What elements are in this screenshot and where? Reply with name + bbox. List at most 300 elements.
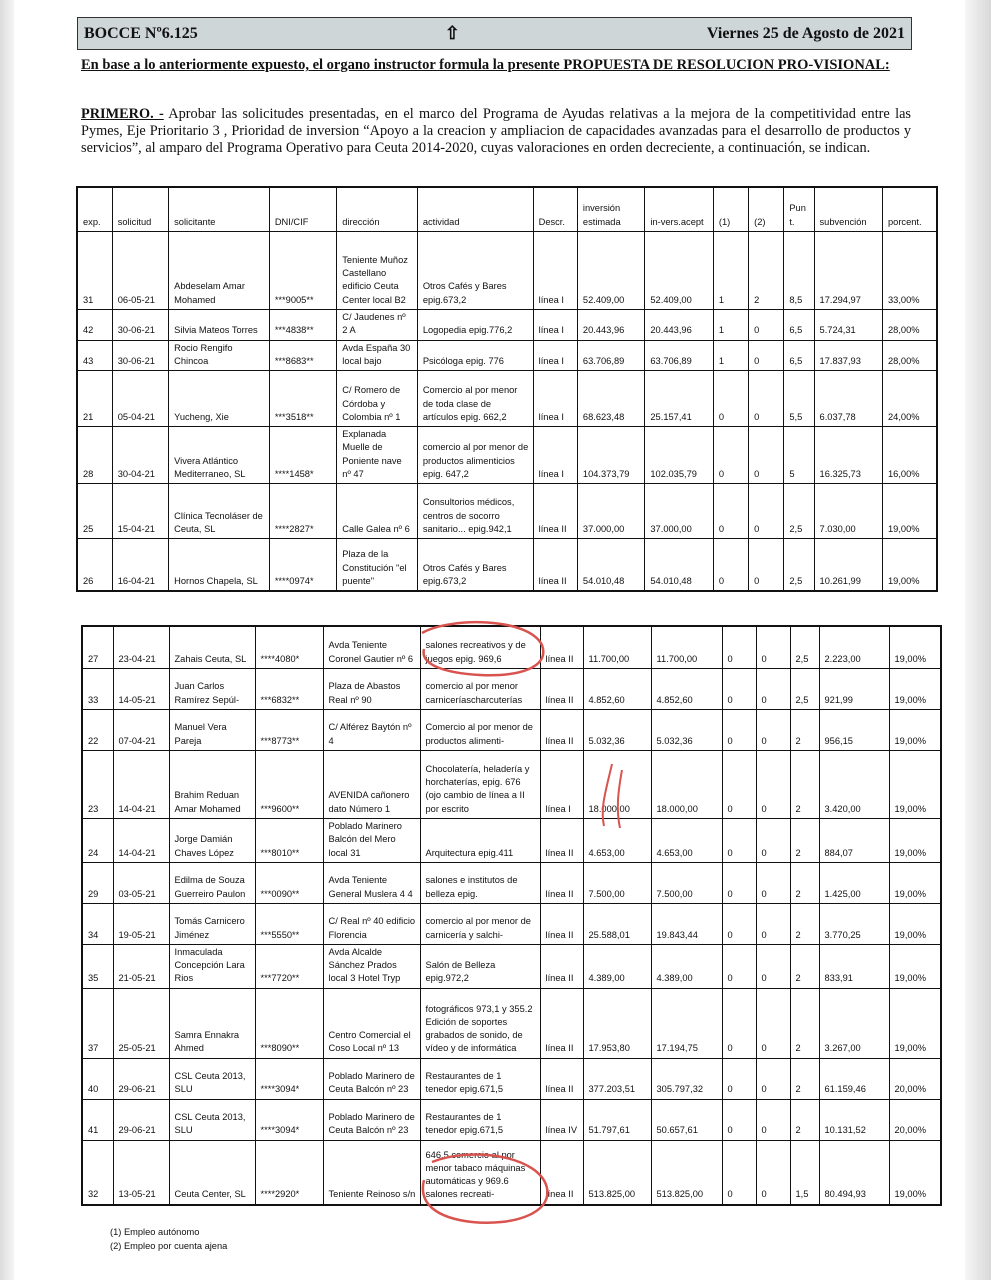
cell-descr: línea IV bbox=[540, 1099, 583, 1140]
cell-inversion-aceptada: 513.825,00 bbox=[651, 1140, 722, 1205]
cell-subvencion: 17.294,97 bbox=[814, 232, 882, 310]
cell-inversion-estimada: 25.588,01 bbox=[583, 903, 651, 944]
cell-solicitud: 29-06-21 bbox=[113, 1058, 169, 1099]
cell-solicitante: Tomás Carnicero Jiménez bbox=[169, 903, 255, 944]
cell-solicitud: 06-05-21 bbox=[112, 232, 168, 310]
cell-solicitud: 23-04-21 bbox=[113, 626, 169, 669]
cell-dni-cif: ***8773** bbox=[255, 710, 323, 751]
cell-empleo-autonomo: 0 bbox=[722, 819, 756, 863]
cell-empleo-ajena: 0 bbox=[756, 903, 790, 944]
cell-empleo-autonomo: 0 bbox=[722, 1099, 756, 1140]
cell-exp: 25 bbox=[77, 484, 112, 539]
cell-dni-cif: ****2920* bbox=[255, 1140, 323, 1205]
cell-porcentaje: 16,00% bbox=[883, 427, 938, 484]
primero-text: Aprobar las solicitudes presentadas, en el marco del Programa de Ayudas relativas a la mejora de la competitividad entre las Pymes, Eje Prioritario 3 , Prioridad de inversion “Apoyo a la creacion y ampliacion de capacidades avanzadas para el desarrollo de productos y servicios”, al amparo del Programa Operativo para Ceuta 2014-2020, cuyas valoraciones en orden decreciente, a continuación, se indican. bbox=[81, 106, 911, 156]
cell-actividad: Logopedia epig.776,2 bbox=[417, 310, 533, 341]
cell-porcentaje: 33,00% bbox=[883, 232, 938, 310]
cell-inversion-estimada: 5.032,36 bbox=[583, 710, 651, 751]
cell-empleo-autonomo: 0 bbox=[722, 710, 756, 751]
table-row bbox=[82, 751, 941, 819]
cell-actividad: comercio al por menor de carnicería y salchi- bbox=[420, 903, 540, 944]
cell-dni-cif: ****0974* bbox=[269, 539, 336, 592]
cell-porcentaje: 19,00% bbox=[889, 1140, 941, 1205]
cell-puntos: 2,5 bbox=[784, 484, 814, 539]
column-header-exp: exp. bbox=[77, 187, 112, 232]
cell-porcentaje: 28,00% bbox=[883, 310, 938, 341]
column-header-porcentaje: porcent. bbox=[883, 187, 938, 232]
cell-direccion: Teniente Reinoso s/n bbox=[323, 1140, 420, 1205]
up-arrow-icon[interactable]: ⇧ bbox=[444, 23, 460, 43]
cell-subvencion: 884,07 bbox=[819, 819, 889, 863]
cell-solicitante: Brahim Reduan Amar Mohamed bbox=[169, 751, 255, 819]
cell-descr: línea II bbox=[540, 944, 583, 988]
cell-actividad: Restaurantes de 1 tenedor epig.671,5 bbox=[420, 1099, 540, 1140]
cell-descr: línea I bbox=[533, 310, 577, 341]
cell-solicitud: 25-05-21 bbox=[113, 988, 169, 1058]
column-header-descr: Descr. bbox=[533, 187, 577, 232]
cell-empleo-autonomo: 0 bbox=[722, 862, 756, 903]
cell-solicitud: 15-04-21 bbox=[112, 484, 168, 539]
cell-solicitud: 29-06-21 bbox=[113, 1099, 169, 1140]
cell-empleo-autonomo: 0 bbox=[713, 484, 748, 539]
cell-puntos: 2 bbox=[790, 819, 819, 863]
cell-descr: línea II bbox=[540, 669, 583, 710]
cell-solicitante: Samra Ennakra Ahmed bbox=[169, 988, 255, 1058]
cell-porcentaje: 19,00% bbox=[889, 710, 941, 751]
table-row bbox=[82, 626, 941, 669]
cell-exp: 42 bbox=[77, 310, 112, 341]
cell-puntos: 5,5 bbox=[784, 371, 814, 427]
cell-empleo-autonomo: 0 bbox=[713, 539, 748, 592]
cell-empleo-ajena: 0 bbox=[749, 427, 784, 484]
cell-direccion: Centro Comercial el Coso Local nº 13 bbox=[323, 988, 420, 1058]
table-row bbox=[77, 310, 937, 341]
cell-direccion: Explanada Muelle de Poniente nave nº 47 bbox=[337, 427, 418, 484]
cell-solicitante: Abdeselam Amar Mohamed bbox=[169, 232, 270, 310]
cell-empleo-autonomo: 0 bbox=[722, 988, 756, 1058]
table-row bbox=[82, 1140, 941, 1205]
cell-actividad: comercio al por menor de productos alimenticios epig. 647,2 bbox=[417, 427, 533, 484]
cell-actividad: Restaurantes de 1 tenedor epig.671,5 bbox=[420, 1058, 540, 1099]
cell-puntos: 8,5 bbox=[784, 232, 814, 310]
cell-subvencion: 6.037,78 bbox=[814, 371, 882, 427]
column-header-empleo-autonomo: (1) bbox=[713, 187, 748, 232]
cell-empleo-ajena: 0 bbox=[749, 539, 784, 592]
cell-solicitud: 19-05-21 bbox=[113, 903, 169, 944]
cell-direccion: C/ Real nº 40 edificio Florencia bbox=[323, 903, 420, 944]
cell-direccion: Poblado Marinero de Ceuta Balcón nº 23 bbox=[323, 1058, 420, 1099]
table-row bbox=[82, 903, 941, 944]
cell-empleo-autonomo: 0 bbox=[722, 1058, 756, 1099]
cell-inversion-aceptada: 18.000,00 bbox=[651, 751, 722, 819]
cell-solicitud: 14-04-21 bbox=[113, 751, 169, 819]
cell-inversion-estimada: 37.000,00 bbox=[577, 484, 644, 539]
cell-subvencion: 2.223,00 bbox=[819, 626, 889, 669]
cell-porcentaje: 19,00% bbox=[883, 484, 938, 539]
cell-empleo-autonomo: 0 bbox=[713, 427, 748, 484]
cell-empleo-ajena: 2 bbox=[749, 232, 784, 310]
cell-dni-cif: ***9600** bbox=[255, 751, 323, 819]
cell-porcentaje: 19,00% bbox=[889, 669, 941, 710]
cell-porcentaje: 19,00% bbox=[889, 944, 941, 988]
cell-subvencion: 921,99 bbox=[819, 669, 889, 710]
table-row bbox=[82, 1058, 941, 1099]
cell-subvencion: 1.425,00 bbox=[819, 862, 889, 903]
table-header-row bbox=[77, 187, 937, 232]
cell-solicitud: 14-04-21 bbox=[113, 819, 169, 863]
cell-solicitante: Jorge Damián Chaves López bbox=[169, 819, 255, 863]
scan-right-edge bbox=[965, 0, 991, 1280]
cell-empleo-ajena: 0 bbox=[756, 710, 790, 751]
cell-dni-cif: ****3094* bbox=[255, 1058, 323, 1099]
cell-inversion-aceptada: 19.843,44 bbox=[651, 903, 722, 944]
bulletin-date: Viernes 25 de Agosto de 2021 bbox=[706, 24, 905, 42]
cell-inversion-aceptada: 11.700,00 bbox=[651, 626, 722, 669]
cell-direccion: C/ Romero de Córdoba y Colombia nº 1 bbox=[337, 371, 418, 427]
footnote-2: (2) Empleo por cuenta ajena bbox=[110, 1241, 228, 1251]
column-header-solicitud: solicitud bbox=[112, 187, 168, 232]
cell-dni-cif: ****4080* bbox=[255, 626, 323, 669]
cell-exp: 22 bbox=[82, 710, 113, 751]
cell-subvencion: 16.325,73 bbox=[814, 427, 882, 484]
cell-inversion-estimada: 17.953,80 bbox=[583, 988, 651, 1058]
cell-actividad: Chocolatería, heladería y horchaterías, epig. 676 (ojo cambio de línea a II por escrito bbox=[420, 751, 540, 819]
cell-empleo-autonomo: 0 bbox=[722, 1140, 756, 1205]
cell-inversion-aceptada: 17.194,75 bbox=[651, 988, 722, 1058]
cell-puntos: 2,5 bbox=[784, 539, 814, 592]
cell-direccion: AVENIDA cañonero dato Número 1 bbox=[323, 751, 420, 819]
cell-exp: 32 bbox=[82, 1140, 113, 1205]
cell-solicitante: Silvia Mateos Torres bbox=[169, 310, 270, 341]
cell-dni-cif: ***8683** bbox=[269, 340, 336, 371]
cell-exp: 23 bbox=[82, 751, 113, 819]
cell-exp: 34 bbox=[82, 903, 113, 944]
cell-subvencion: 10.131,52 bbox=[819, 1099, 889, 1140]
cell-solicitante: Ceuta Center, SL bbox=[169, 1140, 255, 1205]
cell-descr: línea I bbox=[533, 427, 577, 484]
grants-table-2 bbox=[81, 625, 942, 1206]
cell-solicitante: Edilma de Souza Guerreiro Paulon bbox=[169, 862, 255, 903]
cell-descr: línea II bbox=[540, 710, 583, 751]
cell-empleo-ajena: 0 bbox=[756, 1140, 790, 1205]
cell-direccion: Avda Teniente Coronel Gautier nº 6 bbox=[323, 626, 420, 669]
cell-inversion-estimada: 4.389,00 bbox=[583, 944, 651, 988]
cell-empleo-ajena: 0 bbox=[756, 862, 790, 903]
cell-empleo-autonomo: 1 bbox=[713, 232, 748, 310]
cell-puntos: 2 bbox=[790, 988, 819, 1058]
cell-porcentaje: 19,00% bbox=[889, 903, 941, 944]
primero-paragraph bbox=[81, 106, 911, 157]
bulletin-header bbox=[77, 17, 912, 50]
scan-left-edge bbox=[0, 0, 14, 1280]
cell-porcentaje: 20,00% bbox=[889, 1058, 941, 1099]
cell-actividad: Arquitectura epig.411 bbox=[420, 819, 540, 863]
cell-inversion-aceptada: 52.409,00 bbox=[645, 232, 713, 310]
cell-empleo-autonomo: 0 bbox=[713, 371, 748, 427]
cell-solicitante: CSL Ceuta 2013, SLU bbox=[169, 1099, 255, 1140]
column-header-actividad: actividad bbox=[417, 187, 533, 232]
cell-descr: línea II bbox=[540, 988, 583, 1058]
cell-empleo-ajena: 0 bbox=[756, 626, 790, 669]
cell-puntos: 2 bbox=[790, 1099, 819, 1140]
cell-solicitante: Zahais Ceuta, SL bbox=[169, 626, 255, 669]
cell-porcentaje: 19,00% bbox=[883, 539, 938, 592]
cell-exp: 28 bbox=[77, 427, 112, 484]
cell-solicitud: 16-04-21 bbox=[112, 539, 168, 592]
cell-solicitante: Rocio Rengifo Chincoa bbox=[169, 340, 270, 371]
cell-dni-cif: ***8010** bbox=[255, 819, 323, 863]
cell-inversion-estimada: 68.623,48 bbox=[577, 371, 644, 427]
cell-dni-cif: ***3518** bbox=[269, 371, 336, 427]
column-header-dni-cif: DNI/CIF bbox=[269, 187, 336, 232]
table-row bbox=[77, 340, 937, 371]
cell-inversion-estimada: 11.700,00 bbox=[583, 626, 651, 669]
cell-solicitante: Clínica Tecnoláser de Ceuta, SL bbox=[169, 484, 270, 539]
cell-puntos: 2 bbox=[790, 944, 819, 988]
cell-puntos: 2,5 bbox=[790, 626, 819, 669]
cell-actividad: Psicóloga epig. 776 bbox=[417, 340, 533, 371]
cell-empleo-autonomo: 0 bbox=[722, 669, 756, 710]
cell-exp: 35 bbox=[82, 944, 113, 988]
cell-exp: 33 bbox=[82, 669, 113, 710]
cell-puntos: 2 bbox=[790, 710, 819, 751]
cell-exp: 24 bbox=[82, 819, 113, 863]
cell-porcentaje: 24,00% bbox=[883, 371, 938, 427]
cell-subvencion: 3.267,00 bbox=[819, 988, 889, 1058]
cell-porcentaje: 28,00% bbox=[883, 340, 938, 371]
cell-porcentaje: 19,00% bbox=[889, 626, 941, 669]
cell-inversion-aceptada: 25.157,41 bbox=[645, 371, 713, 427]
cell-actividad: Comercio al por menor de toda clase de artículos epig. 662,2 bbox=[417, 371, 533, 427]
table-row bbox=[82, 862, 941, 903]
cell-empleo-ajena: 0 bbox=[756, 669, 790, 710]
cell-inversion-aceptada: 37.000,00 bbox=[645, 484, 713, 539]
table-row bbox=[82, 669, 941, 710]
cell-exp: 41 bbox=[82, 1099, 113, 1140]
cell-descr: línea II bbox=[540, 819, 583, 863]
cell-porcentaje: 20,00% bbox=[889, 1099, 941, 1140]
cell-inversion-estimada: 7.500,00 bbox=[583, 862, 651, 903]
cell-dni-cif: ***4838** bbox=[269, 310, 336, 341]
cell-direccion: C/ Jaudenes nº 2 A bbox=[337, 310, 418, 341]
table-row bbox=[77, 232, 937, 310]
cell-actividad: salones e institutos de belleza epig. bbox=[420, 862, 540, 903]
cell-inversion-aceptada: 63.706,89 bbox=[645, 340, 713, 371]
cell-inversion-aceptada: 4.653,00 bbox=[651, 819, 722, 863]
grants-table-1 bbox=[76, 186, 938, 592]
cell-inversion-estimada: 104.373,79 bbox=[577, 427, 644, 484]
cell-inversion-estimada: 4.852,60 bbox=[583, 669, 651, 710]
cell-porcentaje: 19,00% bbox=[889, 819, 941, 863]
cell-dni-cif: ***9005** bbox=[269, 232, 336, 310]
table-row bbox=[82, 710, 941, 751]
cell-puntos: 6,5 bbox=[784, 310, 814, 341]
column-header-inversion-estimada: inversión estimada bbox=[577, 187, 644, 232]
cell-empleo-ajena: 0 bbox=[756, 988, 790, 1058]
cell-empleo-autonomo: 0 bbox=[722, 944, 756, 988]
cell-inversion-estimada: 20.443,96 bbox=[577, 310, 644, 341]
cell-exp: 40 bbox=[82, 1058, 113, 1099]
cell-dni-cif: ***8090** bbox=[255, 988, 323, 1058]
cell-empleo-ajena: 0 bbox=[749, 340, 784, 371]
column-header-solicitante: solicitante bbox=[169, 187, 270, 232]
cell-descr: línea II bbox=[540, 626, 583, 669]
cell-empleo-autonomo: 0 bbox=[722, 903, 756, 944]
cell-solicitud: 03-05-21 bbox=[113, 862, 169, 903]
cell-actividad: comercio al por menor carniceríascharcuterías bbox=[420, 669, 540, 710]
table-row bbox=[82, 944, 941, 988]
cell-descr: línea II bbox=[533, 539, 577, 592]
cell-dni-cif: ***7720** bbox=[255, 944, 323, 988]
cell-actividad: Otros Cafés y Bares epig.673,2 bbox=[417, 539, 533, 592]
primero-lead: PRIMERO. - bbox=[81, 106, 164, 122]
cell-actividad: 646.5 comercio al por menor tabaco máquinas automáticas y 969.6 salones recreati- bbox=[420, 1140, 540, 1205]
table-row bbox=[82, 988, 941, 1058]
cell-exp: 21 bbox=[77, 371, 112, 427]
cell-puntos: 2,5 bbox=[790, 669, 819, 710]
cell-descr: línea I bbox=[533, 232, 577, 310]
column-header-inversion-aceptada: in-vers.acept bbox=[645, 187, 713, 232]
cell-inversion-aceptada: 5.032,36 bbox=[651, 710, 722, 751]
cell-inversion-aceptada: 54.010,48 bbox=[645, 539, 713, 592]
cell-exp: 26 bbox=[77, 539, 112, 592]
cell-subvencion: 80.494,93 bbox=[819, 1140, 889, 1205]
cell-inversion-aceptada: 305.797,32 bbox=[651, 1058, 722, 1099]
cell-empleo-autonomo: 0 bbox=[722, 626, 756, 669]
cell-inversion-aceptada: 7.500,00 bbox=[651, 862, 722, 903]
cell-descr: línea I bbox=[533, 371, 577, 427]
cell-inversion-estimada: 51.797,61 bbox=[583, 1099, 651, 1140]
cell-exp: 29 bbox=[82, 862, 113, 903]
cell-puntos: 2 bbox=[790, 903, 819, 944]
cell-direccion: Avda España 30 local bajo bbox=[337, 340, 418, 371]
cell-subvencion: 833,91 bbox=[819, 944, 889, 988]
cell-inversion-aceptada: 20.443,96 bbox=[645, 310, 713, 341]
cell-solicitud: 30-06-21 bbox=[112, 310, 168, 341]
cell-descr: línea II bbox=[540, 1140, 583, 1205]
cell-dni-cif: ****3094* bbox=[255, 1099, 323, 1140]
cell-solicitante: Juan Carlos Ramírez Sepúl- bbox=[169, 669, 255, 710]
cell-puntos: 2 bbox=[790, 862, 819, 903]
cell-puntos: 1,5 bbox=[790, 1140, 819, 1205]
cell-inversion-estimada: 377.203,51 bbox=[583, 1058, 651, 1099]
cell-subvencion: 7.030,00 bbox=[814, 484, 882, 539]
cell-porcentaje: 19,00% bbox=[889, 751, 941, 819]
cell-empleo-autonomo: 1 bbox=[713, 310, 748, 341]
cell-solicitud: 14-05-21 bbox=[113, 669, 169, 710]
cell-direccion: Avda Alcalde Sánchez Prados local 3 Hotel Tryp bbox=[323, 944, 420, 988]
cell-actividad: Otros Cafés y Bares epig.673,2 bbox=[417, 232, 533, 310]
table-row bbox=[77, 427, 937, 484]
cell-dni-cif: ***5550** bbox=[255, 903, 323, 944]
cell-subvencion: 5.724,31 bbox=[814, 310, 882, 341]
column-header-direccion: dirección bbox=[337, 187, 418, 232]
cell-empleo-autonomo: 1 bbox=[713, 340, 748, 371]
cell-direccion: Plaza de Abastos Real nº 90 bbox=[323, 669, 420, 710]
cell-solicitud: 30-04-21 bbox=[112, 427, 168, 484]
cell-direccion: Plaza de la Constitución "el puente" bbox=[337, 539, 418, 592]
cell-direccion: Calle Galea nº 6 bbox=[337, 484, 418, 539]
cell-empleo-ajena: 0 bbox=[756, 1058, 790, 1099]
cell-inversion-aceptada: 4.389,00 bbox=[651, 944, 722, 988]
cell-subvencion: 10.261,99 bbox=[814, 539, 882, 592]
cell-solicitante: Hornos Chapela, SL bbox=[169, 539, 270, 592]
column-header-empleo-ajena: (2) bbox=[749, 187, 784, 232]
cell-empleo-ajena: 0 bbox=[756, 1099, 790, 1140]
cell-exp: 43 bbox=[77, 340, 112, 371]
cell-descr: línea I bbox=[540, 751, 583, 819]
cell-exp: 37 bbox=[82, 988, 113, 1058]
table-row bbox=[82, 1099, 941, 1140]
cell-subvencion: 3.770,25 bbox=[819, 903, 889, 944]
cell-solicitud: 07-04-21 bbox=[113, 710, 169, 751]
cell-solicitante: Yucheng, Xie bbox=[169, 371, 270, 427]
cell-actividad: Salón de Belleza epig.972,2 bbox=[420, 944, 540, 988]
cell-solicitud: 05-04-21 bbox=[112, 371, 168, 427]
cell-empleo-autonomo: 0 bbox=[722, 751, 756, 819]
cell-puntos: 6,5 bbox=[784, 340, 814, 371]
column-header-puntos: Pun t. bbox=[784, 187, 814, 232]
cell-inversion-estimada: 513.825,00 bbox=[583, 1140, 651, 1205]
cell-direccion: Teniente Muñoz Castellano edificio Ceuta Center local B2 bbox=[337, 232, 418, 310]
cell-dni-cif: ***6832** bbox=[255, 669, 323, 710]
cell-direccion: Poblado Marinero de Ceuta Balcón nº 23 bbox=[323, 1099, 420, 1140]
cell-descr: línea I bbox=[533, 340, 577, 371]
cell-subvencion: 61.159,46 bbox=[819, 1058, 889, 1099]
table-row bbox=[82, 819, 941, 863]
intro-heading: En base a lo anteriormente expuesto, el organo instructor formula la presente PROPUESTA DE RESOLUCION PRO-VISIONAL: bbox=[81, 57, 890, 73]
table-row bbox=[77, 539, 937, 592]
cell-empleo-ajena: 0 bbox=[749, 371, 784, 427]
bulletin-number: BOCCE Nº6.125 bbox=[84, 24, 198, 42]
cell-solicitante: Inmaculada Concepción Lara Rios bbox=[169, 944, 255, 988]
cell-dni-cif: ****2827* bbox=[269, 484, 336, 539]
cell-porcentaje: 19,00% bbox=[889, 862, 941, 903]
cell-subvencion: 3.420,00 bbox=[819, 751, 889, 819]
cell-direccion: C/ Alférez Baytón nº 4 bbox=[323, 710, 420, 751]
cell-descr: línea II bbox=[540, 862, 583, 903]
cell-empleo-ajena: 0 bbox=[749, 484, 784, 539]
cell-porcentaje: 19,00% bbox=[889, 988, 941, 1058]
footnote-1: (1) Empleo autónomo bbox=[110, 1227, 200, 1237]
cell-descr: línea II bbox=[540, 903, 583, 944]
cell-dni-cif: ***0090** bbox=[255, 862, 323, 903]
cell-descr: línea II bbox=[540, 1058, 583, 1099]
cell-inversion-aceptada: 50.657,61 bbox=[651, 1099, 722, 1140]
cell-solicitud: 30-06-21 bbox=[112, 340, 168, 371]
cell-solicitante: Manuel Vera Pareja bbox=[169, 710, 255, 751]
cell-solicitante: Vivera Atlántico Mediterraneo, SL bbox=[169, 427, 270, 484]
cell-inversion-aceptada: 4.852,60 bbox=[651, 669, 722, 710]
cell-subvencion: 17.837,93 bbox=[814, 340, 882, 371]
cell-solicitud: 13-05-21 bbox=[113, 1140, 169, 1205]
cell-direccion: Avda Teniente General Muslera 4 4 bbox=[323, 862, 420, 903]
cell-inversion-estimada: 52.409,00 bbox=[577, 232, 644, 310]
column-header-subvencion: subvención bbox=[814, 187, 882, 232]
cell-solicitante: CSL Ceuta 2013, SLU bbox=[169, 1058, 255, 1099]
cell-inversion-estimada: 63.706,89 bbox=[577, 340, 644, 371]
cell-inversion-estimada: 54.010,48 bbox=[577, 539, 644, 592]
table-row bbox=[77, 484, 937, 539]
cell-actividad: Consultorios médicos, centros de socorro sanitario... epig.942,1 bbox=[417, 484, 533, 539]
cell-direccion: Poblado Marinero Balcón del Mero local 31 bbox=[323, 819, 420, 863]
cell-actividad: salones recreativos y de juegos epig. 969,6 bbox=[420, 626, 540, 669]
cell-subvencion: 956,15 bbox=[819, 710, 889, 751]
cell-puntos: 5 bbox=[784, 427, 814, 484]
cell-actividad: Comercio al por menor de productos alimenti- bbox=[420, 710, 540, 751]
cell-empleo-ajena: 0 bbox=[756, 751, 790, 819]
cell-inversion-estimada: 4.653,00 bbox=[583, 819, 651, 863]
